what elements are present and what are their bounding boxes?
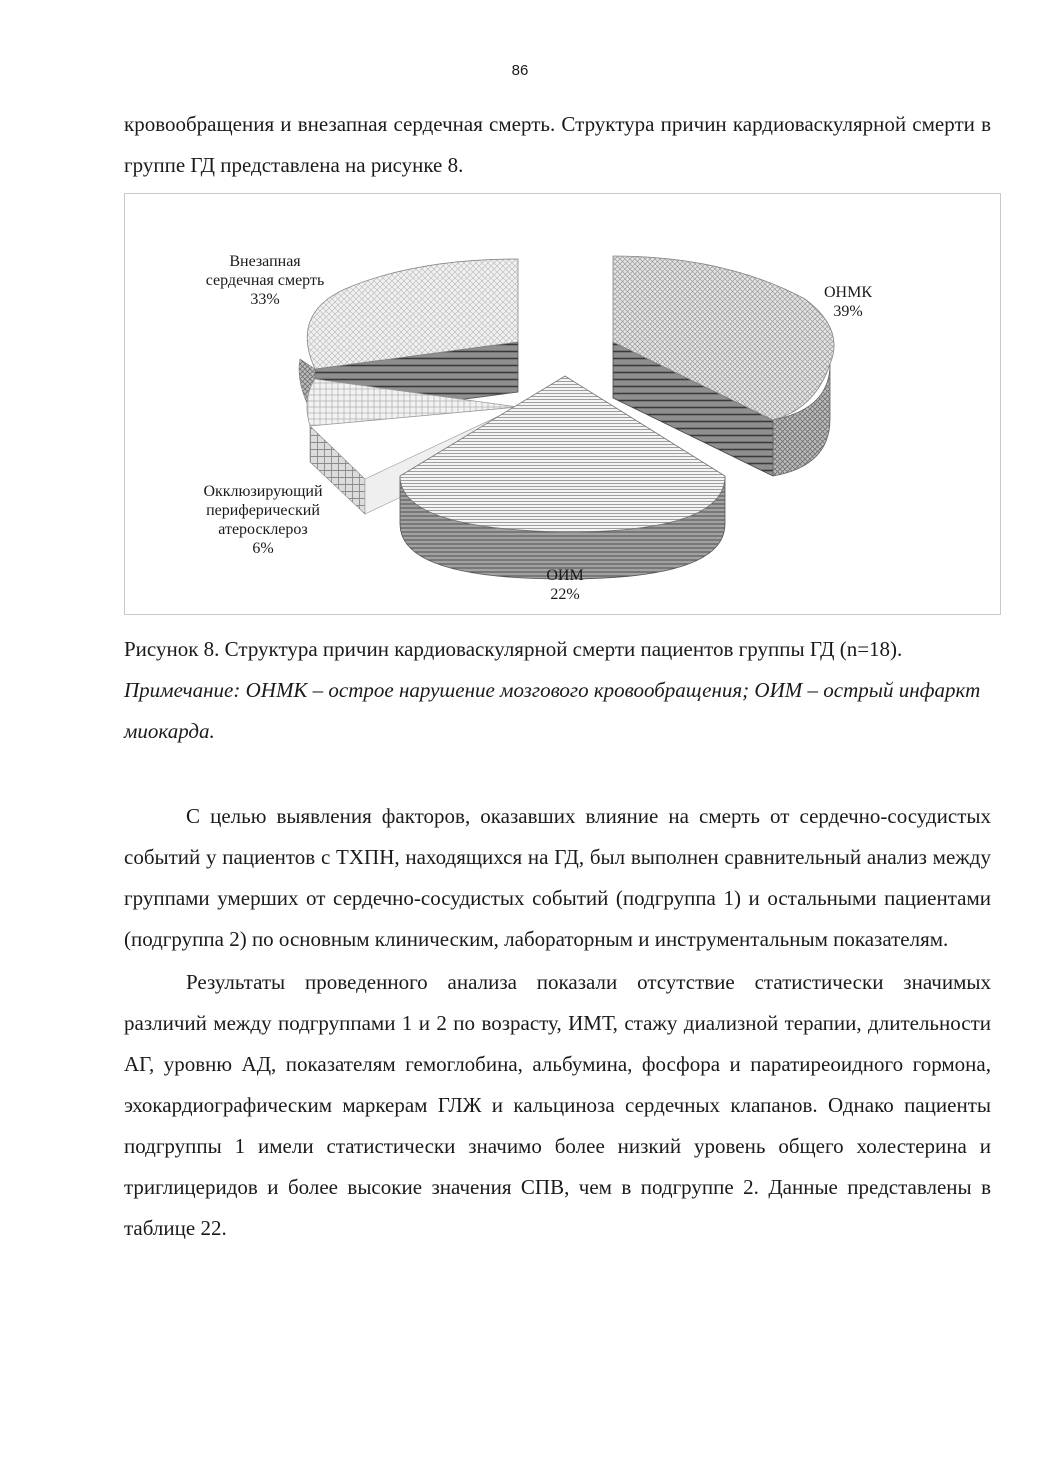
label-atherosclerosis-name: Окклюзирующий периферический атеросклероз xyxy=(203,483,323,538)
label-mi xyxy=(525,566,605,604)
figure-caption: Рисунок 8. Структура причин кардиоваскулярной смерти пациентов группы ГД (n=18). xyxy=(124,637,903,661)
label-sudden-death xyxy=(185,252,345,309)
caption-block xyxy=(124,629,991,752)
label-stroke-value: 39% xyxy=(833,303,863,320)
label-mi-name: ОИМ xyxy=(546,567,584,584)
label-atherosclerosis-value: 6% xyxy=(252,540,274,557)
pie-chart-figure xyxy=(124,193,1001,615)
body-paragraph-2: Результаты проведенного анализа показали отсутствие статистически значимых различий между подгруппами 1 и 2 по возрасту, ИМТ, стажу диализной терапии, длительности АГ, уровню АД, показателям гемоглобина, альбумина, фосфора и паратиреоидного гормона, эхокардиографическим маркерам ГЛЖ и кальциноза сердечных клапанов. Однако пациенты подгруппы 1 имели статистически значимо более низкий уровень общего холестерина и триглицеридов и более высокие значения СПВ, чем в подгруппе 2. Данные представлены в таблице 22. xyxy=(124,970,991,1240)
body-paragraph-1: С целью выявления факторов, оказавших влияние на смерть от сердечно-сосудистых событий у пациентов с ТХПН, находящихся на ГД, был выполнен сравнительный анализ между группами умерших от сердечно-сосудистых событий (подгруппа 1) и остальными пациентами (подгруппа 2) по основным клиническим, лабораторным и инструментальным показателям. xyxy=(124,804,991,951)
label-stroke-name: ОНМК xyxy=(823,284,872,301)
intro-text-block xyxy=(124,104,991,186)
page-number: 86 xyxy=(511,62,529,79)
body-text-block xyxy=(124,796,991,1251)
label-mi-value: 22% xyxy=(550,586,580,603)
label-atherosclerosis xyxy=(183,482,343,558)
intro-paragraph: кровообращения и внезапная сердечная смерть. Структура причин кардиоваскулярной смерти в группе ГД представлена на рисунке 8. xyxy=(124,112,991,177)
figure-note: Примечание: ОНМК – острое нарушение мозгового кровообращения; ОИМ – острый инфаркт миокарда. xyxy=(124,678,981,743)
label-sudden-death-value: 33% xyxy=(250,291,280,308)
label-stroke xyxy=(808,283,888,321)
label-sudden-death-name: Внезапная сердечная смерть xyxy=(205,253,325,289)
